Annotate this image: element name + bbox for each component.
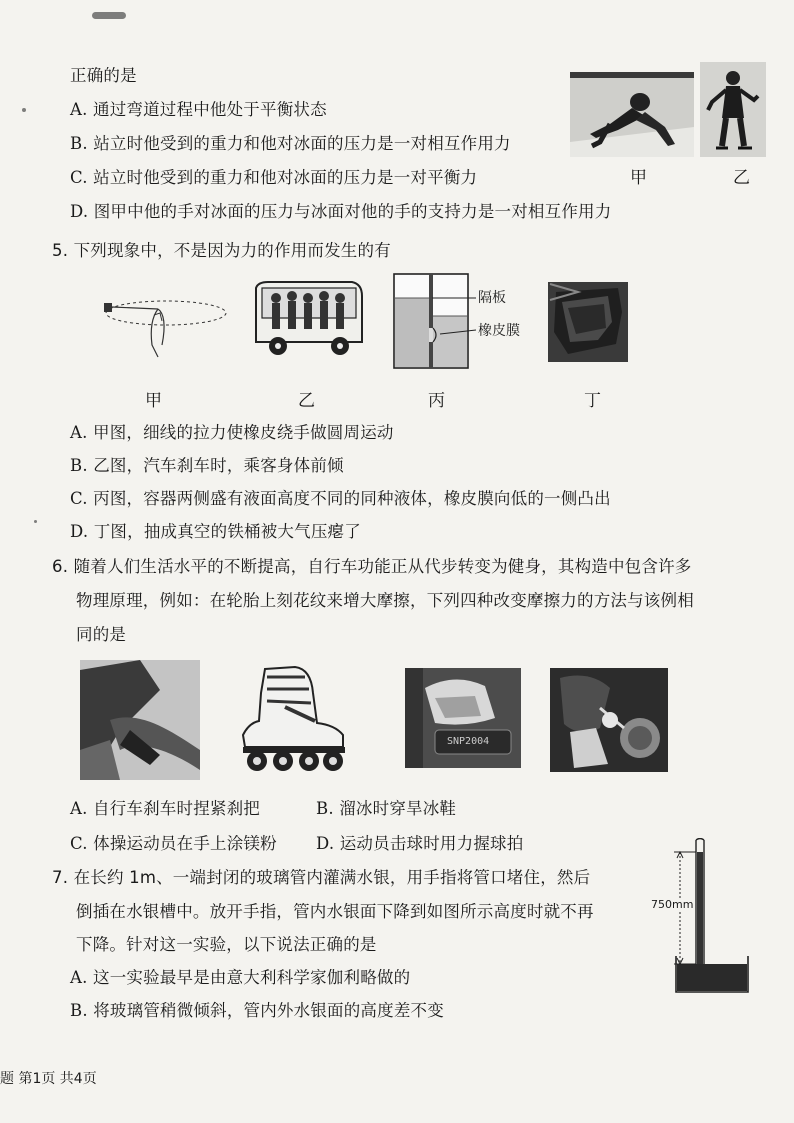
q5-bing-pointer-lines <box>430 290 480 340</box>
scan-dot <box>22 108 26 112</box>
q5-option-b: B. 乙图，汽车刹车时，乘客身体前倾 <box>70 456 344 475</box>
q5-option-a: A. 甲图，细线的拉力使橡皮绕手做圆周运动 <box>70 423 394 442</box>
q4-label-jia: 甲 <box>630 168 647 188</box>
q4-option-c: C. 站立时他受到的重力和他对冰面的压力是一对平衡力 <box>70 168 478 187</box>
q5-label-partition: 隔板 <box>478 290 506 306</box>
q5-label-rubber-film: 橡皮膜 <box>478 323 520 339</box>
q6-stem-line-2: 物理原理，例如：在轮胎上刻花纹来增大摩擦，下列四种改变摩擦力的方法与该例相 <box>76 591 694 610</box>
q7-option-b: B. 将玻璃管稍微倾斜，管内外水银面的高度差不变 <box>70 1001 444 1020</box>
q5-label-ding: 丁 <box>584 391 601 411</box>
q7-height-label: 750mm <box>651 898 694 911</box>
q4-option-b: B. 站立时他受到的重力和他对冰面的压力是一对相互作用力 <box>70 134 511 153</box>
q5-fig-ding-crushed-barrel <box>548 282 628 362</box>
q6-option-c: C. 体操运动员在手上涂镁粉 <box>70 834 277 853</box>
q5-option-d: D. 丁图，抽成真空的铁桶被大气压瘪了 <box>70 522 361 541</box>
q6-fig-roller-skate <box>225 663 353 773</box>
q6-option-a: A. 自行车刹车时捏紧刹把 <box>70 799 261 818</box>
q7-stem-line-1: 7. 在长约 1m、一端封闭的玻璃管内灌满水银，用手指将管口堵住，然后 <box>52 868 591 887</box>
scan-smudge <box>92 12 126 19</box>
q5-label-bing: 丙 <box>428 391 445 411</box>
page-footer: 题 第1页 共4页 <box>0 1071 97 1087</box>
q5-option-c: C. 丙图，容器两侧盛有液面高度不同的同种液体，橡皮膜向低的一侧凸出 <box>70 489 611 508</box>
q5-fig-jia-eraser-circle <box>100 285 232 365</box>
q4-option-d: D. 图甲中他的手对冰面的压力与冰面对他的手的支持力是一对相互作用力 <box>70 202 612 221</box>
q5-stem: 5. 下列现象中，不是因为力的作用而发生的有 <box>52 241 391 260</box>
q5-label-yi: 乙 <box>298 391 315 411</box>
q4-stem-tail: 正确的是 <box>70 66 137 85</box>
q6-image-stamp-text: SNP2004 <box>447 736 490 747</box>
q5-fig-yi-bus <box>248 278 366 360</box>
scan-dot <box>34 520 37 523</box>
q5-label-jia: 甲 <box>145 391 162 411</box>
q7-option-a: A. 这一实验最早是由意大利科学家伽利略做的 <box>70 968 411 987</box>
skater-photo-jia <box>570 72 694 157</box>
q7-stem-line-2: 倒插在水银槽中。放开手指，管内水银面下降到如图所示高度时就不再 <box>76 902 594 921</box>
q6-photo-brake-lever <box>80 660 200 780</box>
q4-option-a: A. 通过弯道过程中他处于平衡状态 <box>70 100 327 119</box>
q6-stem-line-1: 6. 随着人们生活水平的不断提高，自行车功能正从代步转变为健身，其构造中包含许多 <box>52 557 692 576</box>
q4-label-yi: 乙 <box>733 168 750 188</box>
skater-photo-yi <box>700 62 766 157</box>
q7-stem-line-3: 下降。针对这一实验，以下说法正确的是 <box>76 935 377 954</box>
q6-option-b: B. 溜冰时穿旱冰鞋 <box>316 799 457 818</box>
q6-option-d: D. 运动员击球时用力握球拍 <box>316 834 524 853</box>
q6-photo-racket-grip <box>550 668 668 772</box>
q6-photo-magnesium-powder <box>405 668 521 768</box>
q7-fig-torricelli-tube <box>672 838 752 996</box>
q6-stem-line-3: 同的是 <box>76 625 127 644</box>
